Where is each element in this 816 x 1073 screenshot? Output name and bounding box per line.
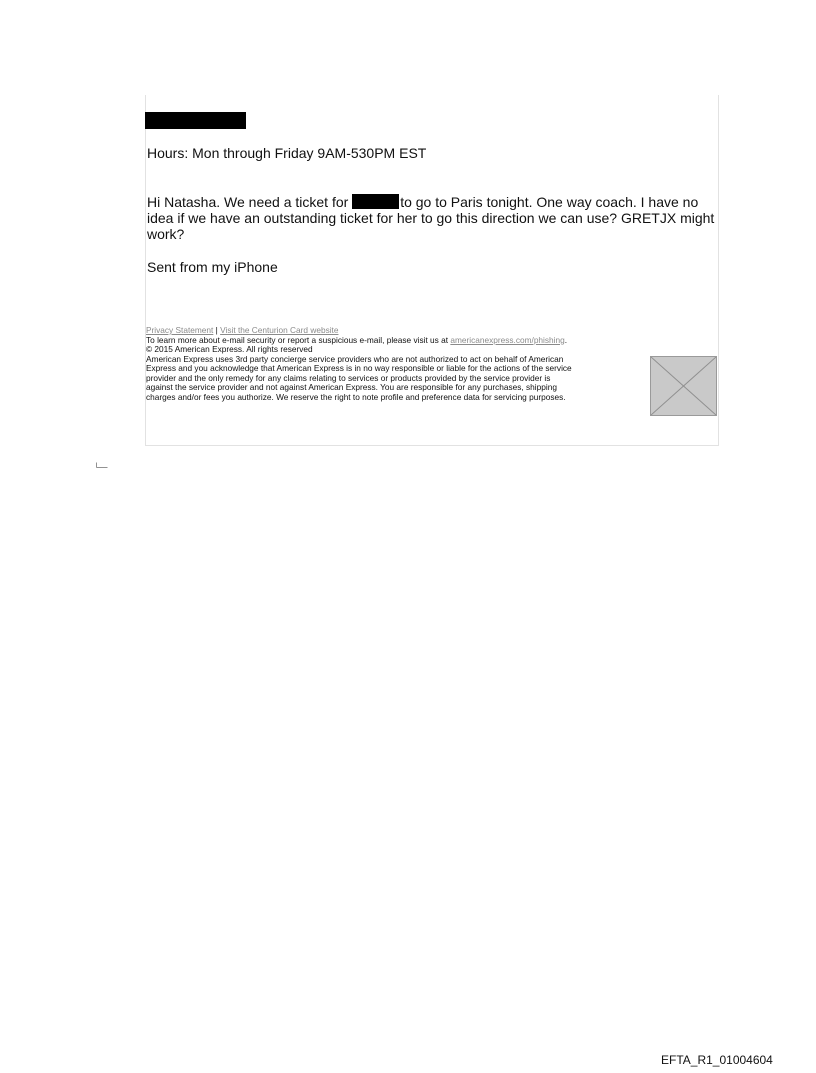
phishing-link[interactable]: americanexpress.com/phishing [450,334,565,345]
email-signature: Sent from my iPhone [147,259,278,275]
email-footer [146,326,646,402]
stray-scan-mark [96,462,108,468]
redacted-name-block [352,194,399,209]
hours-line: Hours: Mon through Friday 9AM-530PM EST [147,145,427,161]
security-notice-end: . [564,334,568,345]
disclaimer-line-4: against the service provider and not against American Express. You are responsible for any purchases, shipping [146,382,557,392]
disclaimer-line-1: American Express uses 3rd party concierge service providers who are not authorized to act on behalf of American [146,353,564,364]
redacted-header-block [145,112,246,129]
document-id: EFTA_R1_01004604 [661,1053,773,1067]
message-text-start: Hi Natasha. We need a ticket for [147,194,349,210]
broken-image-icon [650,356,717,416]
disclaimer-line-2: Express and you acknowledge that American Express is in no way responsible or liable for the actions of the service [146,363,572,373]
message-text-end: to go to Paris tonight. One way coach. I have no idea if we have an outstanding ticket for her to go this direction we can use? GRETJX might work? [147,194,715,242]
centurion-website-link[interactable]: Visit the Centurion Card website [220,325,339,335]
copyright-line: © 2015 American Express. All rights reserved [146,344,313,354]
privacy-statement-link[interactable]: Privacy Statement [146,325,214,335]
footer-link-separator: | [215,325,218,335]
disclaimer-line-5: charges and/or fees you authorize. We reserve the right to note profile and preference data for servicing purposes. [146,391,566,402]
broken-image-graphic [651,357,716,415]
disclaimer-line-3: provider and the only remedy for any claims relating to services or products provided by the service provider is [146,372,551,383]
security-notice-text: To learn more about e-mail security or report a suspicious e-mail, please visit us at [146,334,449,345]
message-body [147,194,717,242]
